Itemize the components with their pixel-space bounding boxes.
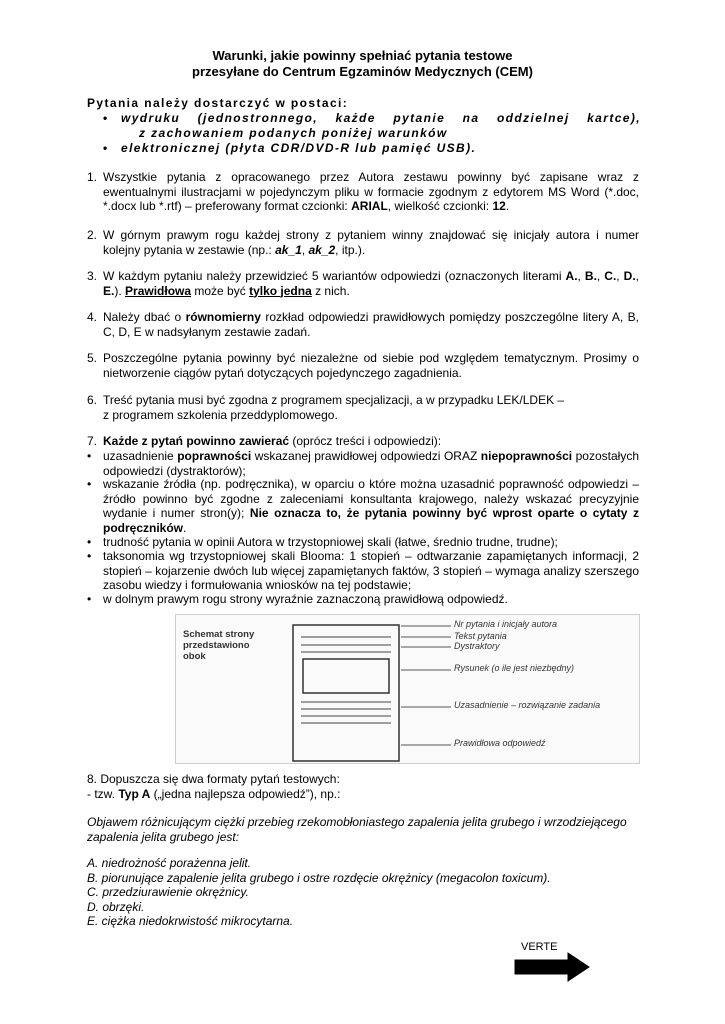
requirement-bullet-correct-answer: • w dolnym prawym rogu strony wyraźnie zaznaczoną prawidłową odpowiedź. (87, 592, 508, 606)
document-title-line-2: przesyłane do Centrum Egzaminów Medycznych (CEM) (192, 64, 533, 79)
intro-bullet-print: • wydruku (jednostronnego, każde pytanie na oddzielnej kartce), (103, 111, 641, 125)
intro-bullet-electronic: • elektronicznej (płyta CDR/DVD-R lub pamięć USB). (103, 141, 477, 155)
rule-item-6: 6. Treść pytania musi być zgodna z programem specjalizacji, a w przypadku LEK/LDEK – z programem szkolenia przeddyplomowego. (87, 393, 565, 422)
schema-label-question-text: Tekst pytania (454, 631, 507, 641)
example-answer-a: A. niedrożność porażenna jelit. (87, 856, 252, 870)
example-answer-e: E. ciężka niedokrwistość mikrocytarna. (87, 914, 294, 928)
rule-item-4: 4. Należy dbać o równomierny rozkład odpowiedzi prawidłowych pomiędzy poszczególne litery A, B, C, D, E w nadsyłanym zestawie zadań. (87, 310, 639, 339)
page-schema-caption: Schemat strony przedstawiono obok (183, 629, 255, 662)
rule-item-2: 2. W górnym prawym rogu każdej strony z pytaniem winny znajdować się inicjały autora i numer kolejny pytania w zestawie (np.: ak_1, ak_2, itp.). (87, 228, 639, 257)
example-answer-c: C. przedziurawienie okrężnicy. (87, 885, 249, 899)
document-title-line-1: Warunki, jakie powinny spełniać pytania testowe (212, 48, 513, 63)
rule-item-8: 8. Dopuszcza się dwa formaty pytań testowych: (87, 772, 340, 786)
rule-item-7: 7. Każde z pytań powinno zawierać (oprócz treści i odpowiedzi): (87, 434, 442, 448)
rule-item-5: 5. Poszczególne pytania powinny być niezależne od siebie pod względem tematycznym. Prosimy o nietworzenie ciągów pytań dotyczących pojedynczego zagadnienia. (87, 351, 639, 380)
arrow-right-icon (512, 952, 592, 982)
requirement-bullet-justification: • uzasadnienie poprawności wskazanej prawidłowej odpowiedzi ORAZ niepoprawności pozostałych odpowiedzi (dystraktorów); (87, 449, 639, 478)
intro-heading: Pytania należy dostarczyć w postaci: (87, 96, 349, 110)
schema-label-correct-answer: Prawidłowa odpowiedź (454, 738, 546, 748)
schema-label-figure: Rysunek (o ile jest niezbędny) (454, 663, 575, 673)
example-answer-b: B. piorunujące zapalenie jelita grubego i ostre rozdęcie okrężnicy (megacolon toxicum). (87, 871, 551, 885)
page-schema-figure (175, 614, 640, 764)
requirement-bullet-source: • wskazanie źródła (np. podręcznika), w oparciu o które można uzasadnić poprawność odpowiedzi – źródło powinno być zgodne z zaleceniami konsultanta krajowego, należy wskazać precyzyjnie wydanie i numer stron(y); Nie oznacza to, że pytania powinny być wprost oparte o cytaty z podręczników. (87, 477, 639, 535)
example-question: Objawem różnicującym ciężki przebieg rzekomobłoniastego zapalenia jelita grubego i wrzodziejącego zapalenia jelita grubego jest: (87, 815, 627, 844)
schema-label-question-number: Nr pytania i inicjały autora (454, 619, 558, 629)
type-a-format: - tzw. Typ A („jedna najlepsza odpowiedź”), np.: (87, 787, 341, 801)
schema-label-distractors: Dystraktory (454, 641, 500, 651)
requirement-bullet-difficulty: • trudność pytania w opinii Autora w trzystopniowej skali (łatwe, średnio trudne, trudne); (87, 535, 558, 549)
example-answer-d: D. obrzęki. (87, 900, 145, 914)
rule-item-1: 1. Wszystkie pytania z opracowanego przez Autora zestawu powinny być zapisane wraz z ewentualnymi ilustracjami w pojedynczym pliku w formacie zgodnym z edytorem MS Word (*.doc, *.docx lub *.rtf) – preferowany format czcionki: ARIAL, wielkość czcionki: 12. (87, 170, 639, 213)
intro-bullet-print-continued: z zachowaniem podanych poniżej warunków (139, 126, 448, 140)
schema-label-justification: Uzasadnienie – rozwiązanie zadania (454, 700, 601, 710)
verte-label: VERTE (521, 941, 558, 953)
requirement-bullet-taxonomy: • taksonomia wg trzystopniowej skali Blooma: 1 stopień – odtwarzanie zapamiętanych informacji, 2 stopień – kojarzenie dwóch lub więcej zapamiętanych faktów, 3 stopień – wymaga analizy szerszego zasobu wiedzy i formułowania wniosków na tej podstawie; (87, 549, 639, 592)
rule-item-3: 3. W każdym pytaniu należy przewidzieć 5 wariantów odpowiedzi (oznaczonych literami A., B., C., D., E.). Prawidłowa może być tylko jedna z nich. (87, 269, 640, 298)
